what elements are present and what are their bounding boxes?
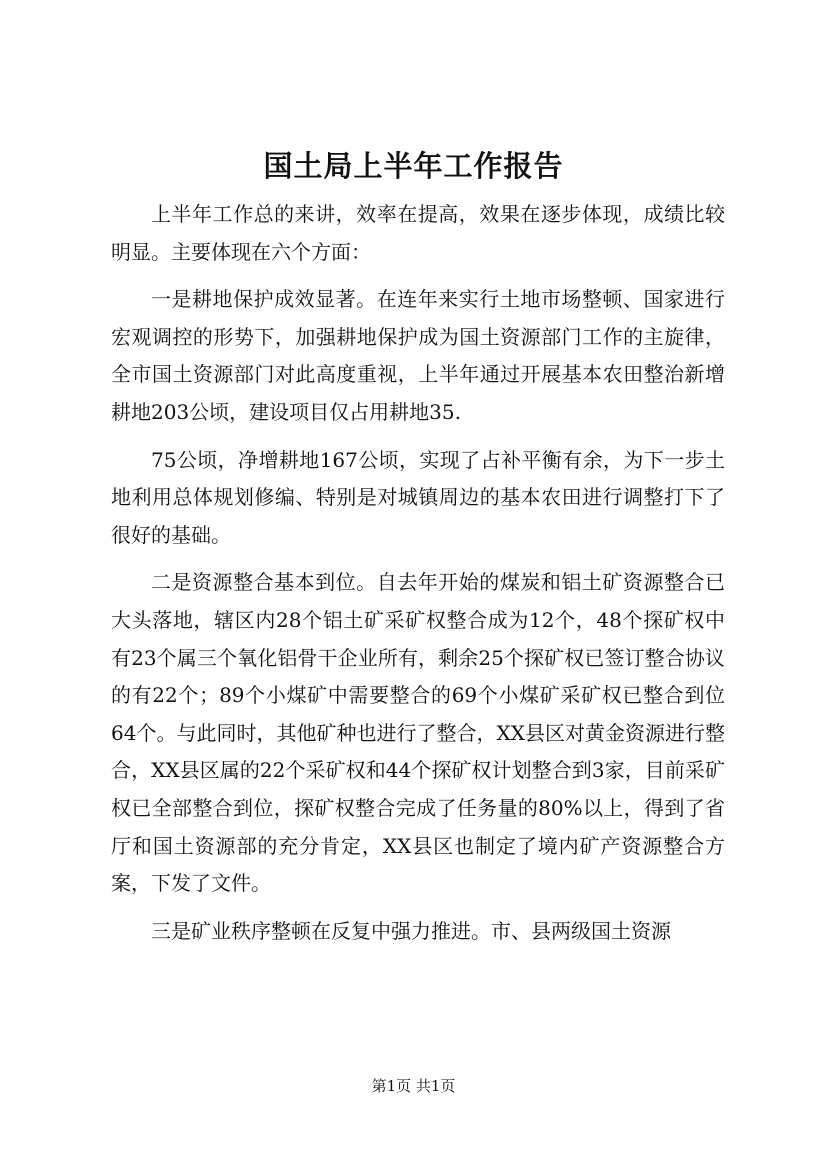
paragraph-resource-integration: 二是资源整合基本到位。自去年开始的煤炭和铝土矿资源整合已大头落地，辖区内28个铝土矿采矿权整合成为12个，48个探矿权中有23个属三个氧化铝骨干企业所有，剩余25个探矿权已签订整合协议的有22个；89个小煤矿中需要整合的69个小煤矿采矿权已整合到位64个。与此同时，其他矿种也进行了整合，XX县区对黄金资源进行整合，XX县区属的22个采矿权和44个探矿权计划整合到3家，目前采矿权已全部整合到位，探矿权整合完成了任务量的80%以上，得到了省厅和国土资源部的充分肯定，XX县区也制定了境内矿产资源整合方案，下发了文件。: [111, 570, 725, 896]
document-body: [111, 196, 725, 950]
paragraph-farmland: 一是耕地保护成效显著。在连年来实行土地市场整顿、国家进行宏观调控的形势下，加强耕地保护成为国土资源部门工作的主旋律，全市国土资源部门对此高度重视，上半年通过开展基本农田整治新增耕地203公顷，建设项目仅占用耕地35.: [111, 287, 725, 424]
paragraph-farmland-continued: 75公顷，净增耕地167公顷，实现了占补平衡有余，为下一步土地利用总体规划修编、特别是对城镇周边的基本农田进行调整打下了很好的基础。: [111, 447, 725, 547]
page-footer: 第1页 共1页: [371, 1077, 456, 1095]
page-title: 国土局上半年工作报告: [263, 149, 564, 183]
paragraph-intro: 上半年工作总的来讲，效率在提高，效果在逐步体现，成绩比较明显。主要体现在六个方面：: [111, 202, 725, 264]
paragraph-mining-order: 三是矿业秩序整顿在反复中强力推进。市、县两级国土资源: [151, 918, 671, 943]
